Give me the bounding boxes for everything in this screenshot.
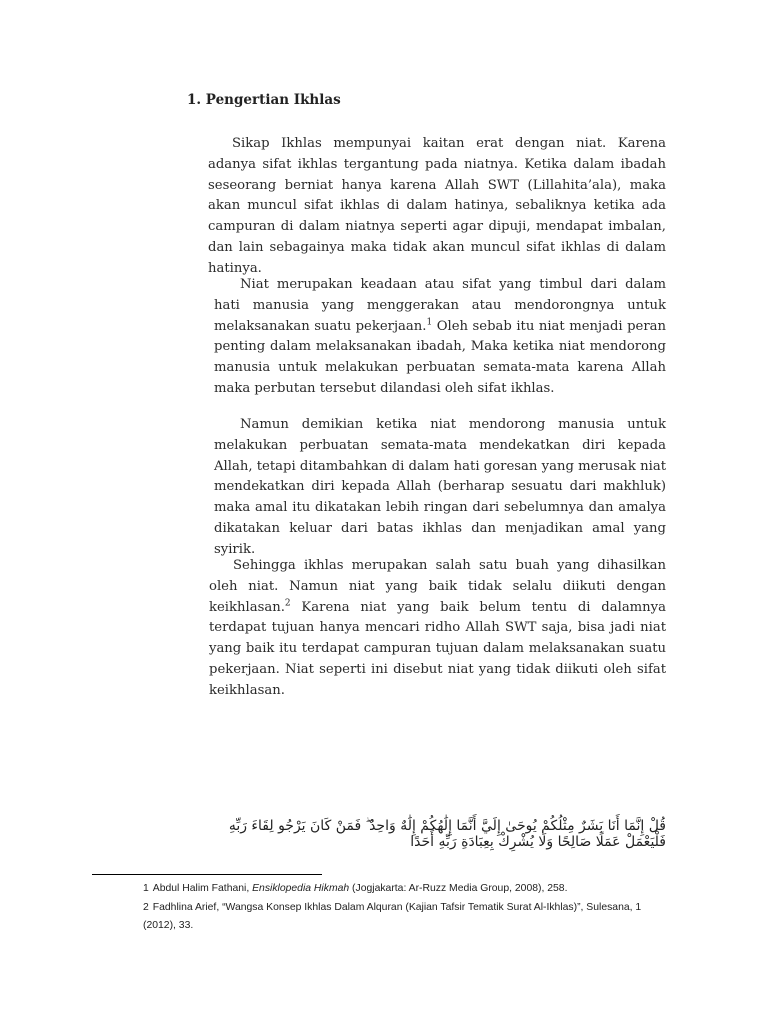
footnote-ref-1[interactable]: 1	[426, 317, 433, 328]
footnote-divider	[92, 874, 322, 875]
paragraph-4-text-b: Karena niat yang baik belum tentu di dalamnya terdapat tujuan hanya mencari ridho Allah SWT saja, bisa jadi niat yang baik itu terdapat campuran tujuan dalam melaksanakan suatu pekerjaan. Niat seperti ini disebut niat yang tidak diikuti oleh sifat keikhlasan.	[209, 599, 666, 698]
footnote-ref-2[interactable]: 2	[284, 598, 291, 609]
footnote-2	[143, 899, 668, 936]
footnote-1-author: Abdul Halim Fathani,	[152, 883, 250, 894]
paragraph-4	[209, 556, 666, 702]
footnote-1-title: Ensiklopedia Hikmah	[252, 883, 350, 894]
paragraph-3: Namun demikian ketika niat mendorong manusia untuk melakukan perbuatan semata-mata mendekatkan diri kepada Allah, tetapi ditambahkan di dalam hati goresan yang merusak niat mendekatkan diri kepada Allah (berharap sesuatu dari makhluk) maka amal itu dikatakan lebih ringan dari sebelumnya dan amalya dikatakan keluar dari batas ikhlas dan menjadikan amal yang syirik.	[214, 417, 666, 557]
arabic-verse: قُلْ إِنَّمَا أَنَا بَشَرٌ مِثْلُكُمْ يُوحَىٰ إِلَيَّ أَنَّمَا إِلَٰهُكُمْ إِلَٰهٌ وَاحِدٌ ۖ فَمَنْ كَانَ يَرْجُو لِقَاءَ رَبِّهِ فَلْيَعْمَلْ عَمَلًا صَالِحًا وَلَا يُشْرِكْ بِعِبَادَةِ رَبِّهِ أَحَدًا	[228, 818, 666, 850]
paragraph-1: Sikap Ikhlas mempunyai kaitan erat dengan niat. Karena adanya sifat ikhlas tergantung pada niatnya. Ketika dalam ibadah seseorang berniat hanya karena Allah SWT (Lillahita’ala), maka akan muncul sifat ikhlas di dalam hatinya, sebaliknya ketika ada campuran di dalam niatnya seperti agar dipuji, mendapat imbalan, dan lain sebagainya maka tidak akan muncul sifat ikhlas di dalam hatinya.	[208, 136, 666, 276]
paragraph-4-text-a: Sehingga ikhlas merupakan salah satu buah yang dihasilkan oleh niat. Namun niat yang baik tidak selalu diikuti dengan keikhlasan.	[209, 558, 666, 615]
paragraph-2	[214, 275, 666, 400]
footnote-2-text: Fadhlina Arief, “Wangsa Konsep Ikhlas Dalam Alquran (Kajian Tafsir Tematik Surat Al-Ikhlas)”, Sulesana, 1 (2012), 33.	[143, 901, 642, 931]
footnote-2-number: 2	[143, 901, 149, 913]
section-heading: 1. Pengertian Ikhlas	[187, 92, 341, 108]
paragraph-2-text-a: Niat merupakan keadaan atau sifat yang timbul dari dalam hati manusia yang menggerakan atau mendorongnya untuk melaksanakan suatu pekerjaan.	[214, 277, 666, 334]
paragraph-2-text-b: Oleh sebab itu niat menjadi peran penting dalam melaksanakan ibadah, Maka ketika niat mendorong manusia untuk melakukan perbuatan semata-mata karena Allah maka perbutan tersebut dilandasi oleh sifat ikhlas.	[214, 318, 667, 396]
footnote-1	[143, 880, 668, 899]
footnote-1-rest: (Jogjakarta: Ar-Ruzz Media Group, 2008), 258.	[349, 883, 568, 894]
footnote-1-number: 1	[143, 883, 149, 894]
footnotes	[143, 880, 668, 936]
